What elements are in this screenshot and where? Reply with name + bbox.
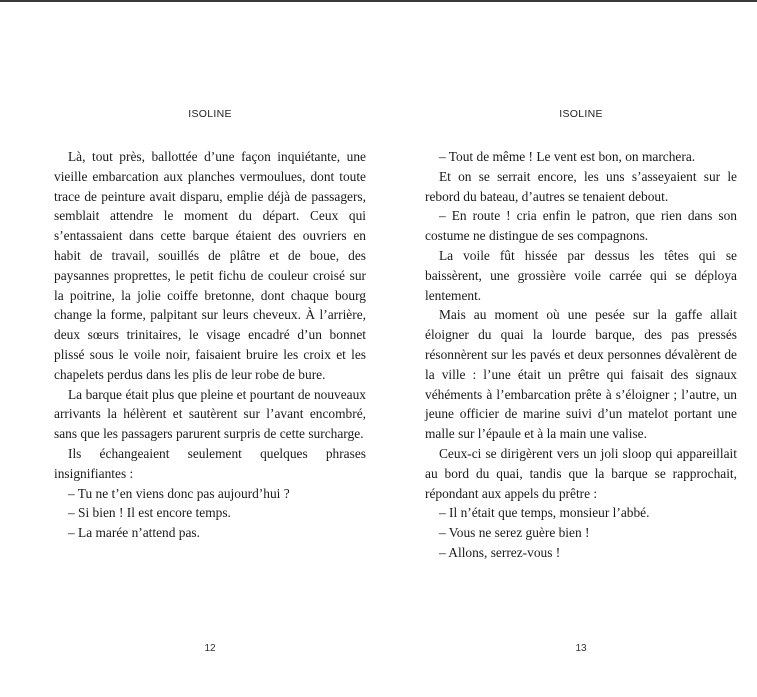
dialogue-line: – Allons, serrez-vous ! [439, 544, 561, 560]
dialogue-line: – En route ! cria enfin le patron, que rien dans son costume ne distingue de ses compagnons. [425, 208, 737, 244]
paragraph: Mais au moment où une pesée sur la gaffe allait éloigner du quai la lourde barque, des pas pressés résonnèrent sur les pavés et deux personnes dévalèrent de la ville : l’une était un prêtre qui faisait des signaux véhéments à l’embarcation prête à s’éloigner ; l’autre, un jeune officier de marine suivi d’un matelot portant une malle sur l’épaule et à la main une valise. [425, 307, 737, 442]
paragraph: Et on se serrait encore, les uns s’asseyaient sur le rebord du bateau, d’autres se tenaient debout. [425, 168, 737, 204]
running-head: ISOLINE [188, 108, 232, 120]
running-head: ISOLINE [559, 108, 603, 120]
page-text [425, 147, 737, 563]
right-page [425, 0, 737, 697]
paragraph: Ils échangeaient seulement quelques phrases insignifiantes : [54, 445, 366, 481]
left-page [54, 0, 366, 697]
page-number: 12 [204, 643, 216, 654]
paragraph: Ceux-ci se dirigèrent vers un joli sloop qui appareillait au bord du quai, tandis que la barque se rapprochait, répondant aux appels du prêtre : [425, 445, 737, 501]
dialogue-line: – Il n’était que temps, monsieur l’abbé. [439, 505, 650, 521]
paragraph: La barque était plus que pleine et pourtant de nouveaux arrivants la hélèrent et sautèrent sur l’avant encombré, sans que les passagers parurent surpris de cette surcharge. [54, 386, 366, 442]
dialogue-line: – Si bien ! Il est encore temps. [68, 505, 231, 521]
dialogue-line: – Tu ne t’en viens donc pas aujourd’hui ? [68, 485, 290, 501]
page-text [54, 147, 366, 543]
dialogue-line: – La marée n’attend pas. [68, 525, 200, 541]
dialogue-line: – Vous ne serez guère bien ! [439, 525, 590, 541]
paragraph: La voile fût hissée par dessus les têtes qui se baissèrent, une grossière voile carrée qui se déploya lentement. [425, 247, 737, 303]
dialogue-line: – Tout de même ! Le vent est bon, on marchera. [439, 149, 696, 164]
paragraph: Là, tout près, ballottée d’une façon inquiétante, une vieille embarcation aux planches vermoulues, dont toute trace de peinture avait disparu, emplie déjà de passagers, semblait attendre le moment du départ. Ceux qui s’entassaient dans cette barque étaient des ouvriers en habit de travail, souillés de plâtre et de boue, des paysannes proprettes, le petit fichu de couleur croisé sur la poitrine, la jolie coiffe bretonne, dont chaque bourg change la forme, palpitant sur leurs cheveux. À l’arrière, deux sœurs trinitaires, le visage encadré d’un bonnet plissé sous le voile noir, faisaient bruire les croix et les chapelets perdus dans les plis de leur robe de bure. [54, 149, 366, 382]
page-number: 13 [575, 643, 587, 654]
